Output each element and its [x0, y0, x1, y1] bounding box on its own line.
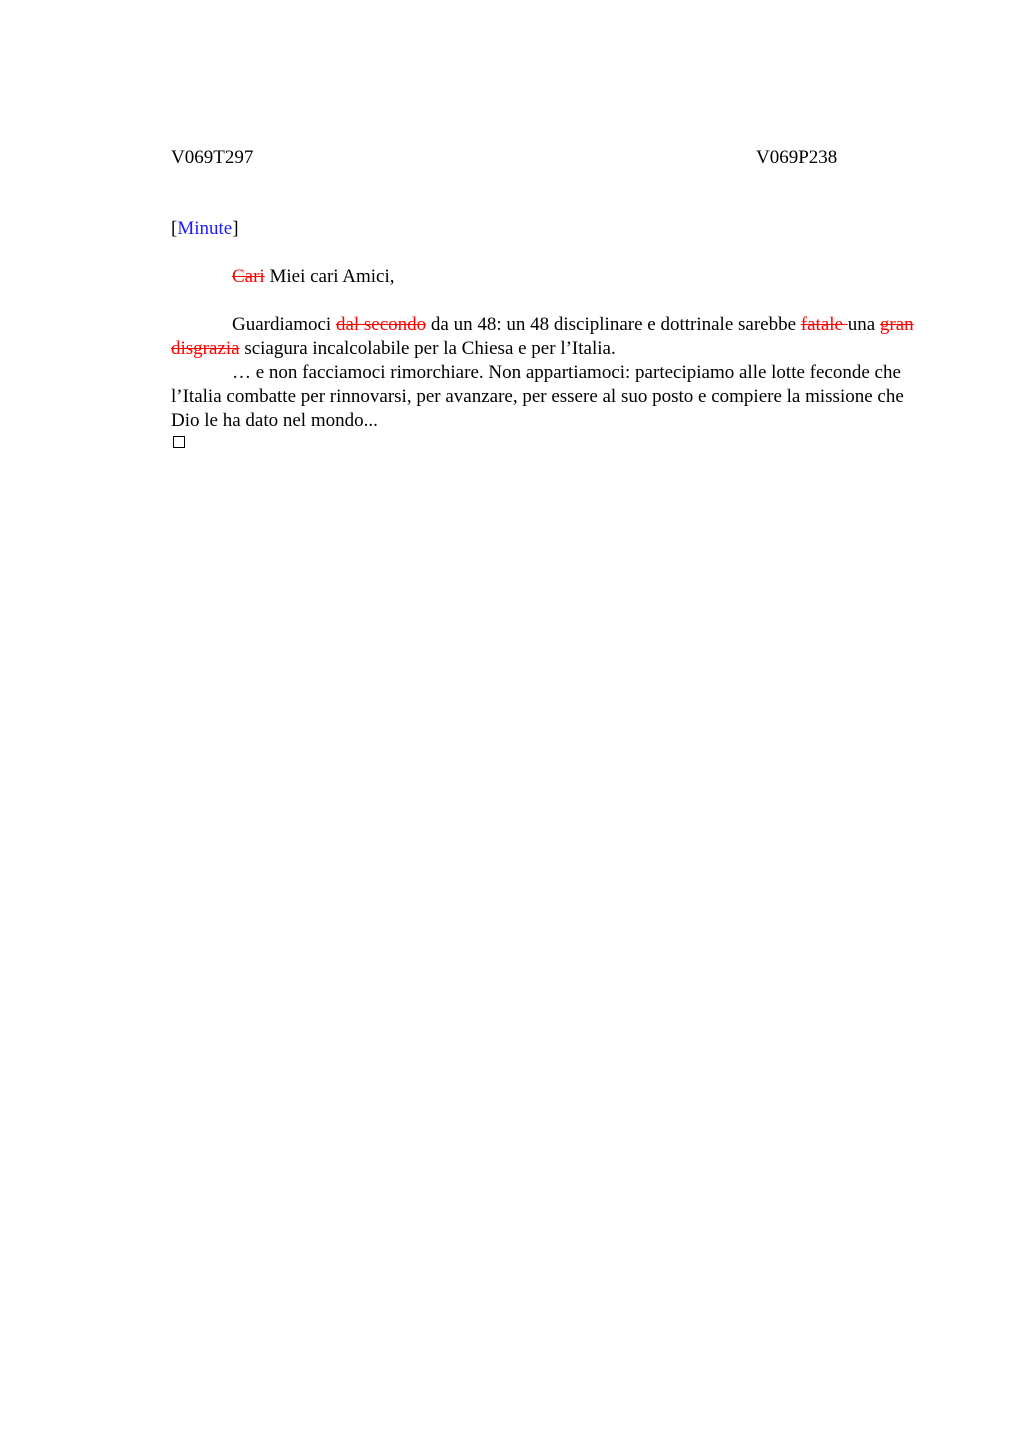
section-label-text: Minute [177, 218, 233, 239]
paragraph-1-part-2: da un 48: un 48 disciplinare e dottrinale sarebbe [426, 314, 801, 335]
letter-body [171, 313, 931, 433]
salutation [232, 266, 395, 288]
section-label [171, 218, 239, 240]
deleted-text-2: fatale [800, 314, 848, 335]
document-code-right: V069P238 [756, 147, 838, 168]
bracket-close: ] [232, 218, 239, 239]
salutation-text: Miei cari Amici, [264, 266, 395, 287]
paragraph-1-part-4: sciagura incalcolabile per la Chiesa e per l’Italia. [239, 338, 616, 359]
end-marker-box-icon [173, 436, 185, 448]
paragraph-1-part-3: una [847, 314, 880, 335]
paragraph-2: … e non facciamoci rimorchiare. Non appartiamoci: partecipiamo alle lotte feconde che l’Italia combatte per rinnovarsi, per avanzare, per essere al suo posto e compiere la missione che Dio le ha dato nel mondo... [171, 362, 904, 431]
deleted-word: Cari [232, 266, 265, 287]
document-code-left: V069T297 [171, 147, 254, 168]
deleted-text-1: dal secondo [335, 314, 427, 335]
paragraph-1 [171, 313, 931, 361]
bracket-open: [ [171, 218, 178, 239]
deleted-text-3: gran disgrazia [171, 314, 914, 359]
paragraph-1-part-1: Guardiamoci [232, 314, 336, 335]
